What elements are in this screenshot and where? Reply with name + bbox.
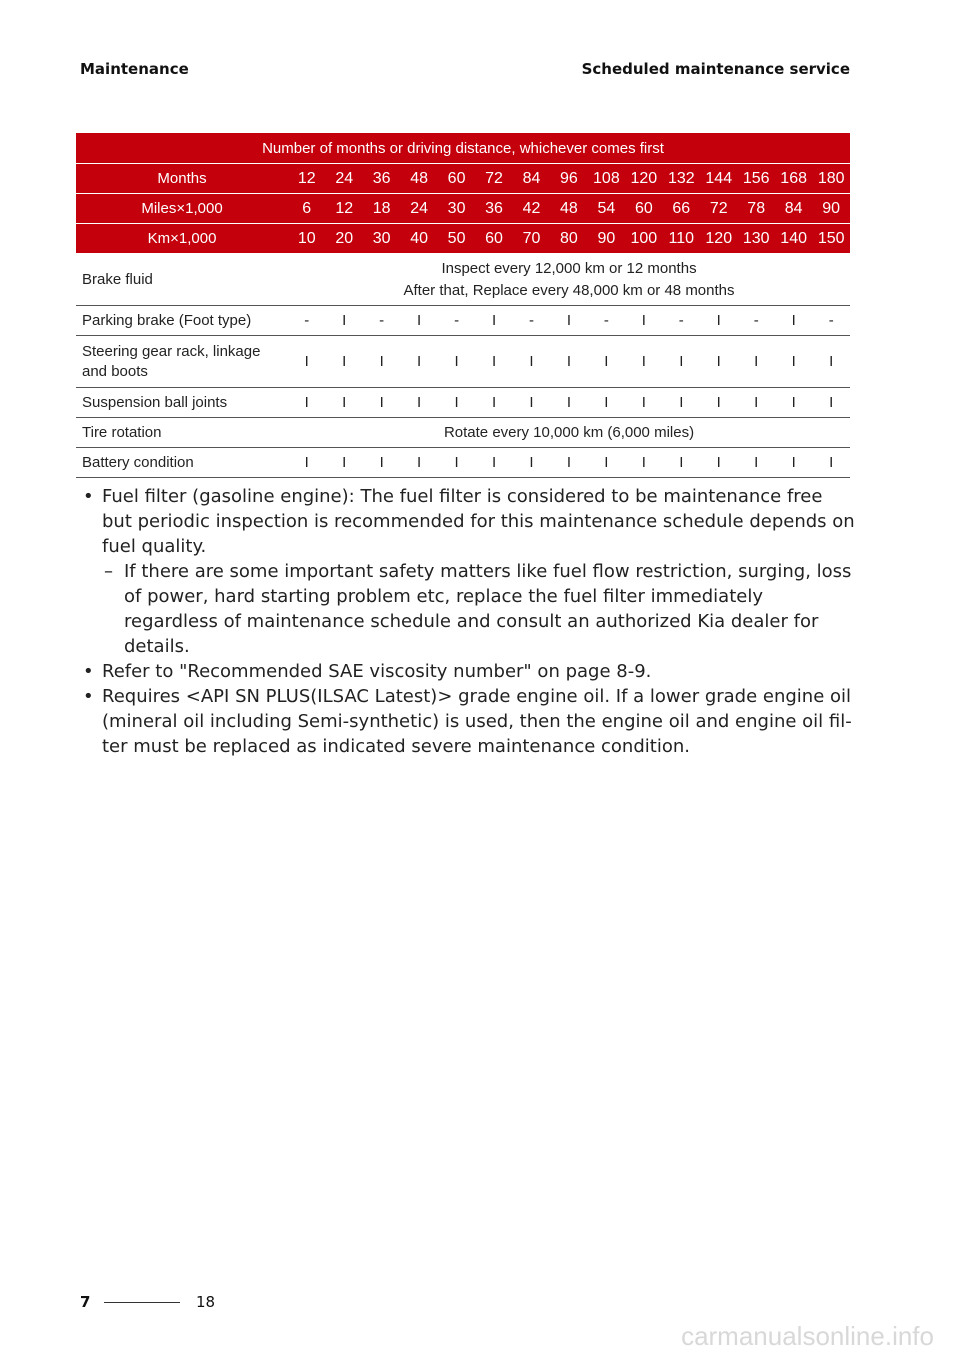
- interval-value: 60: [475, 224, 512, 254]
- interval-value: 70: [513, 224, 550, 254]
- interval-row: [76, 164, 850, 194]
- interval-value: 84: [775, 194, 812, 224]
- item-value: I: [625, 306, 662, 336]
- item-value: I: [737, 336, 774, 388]
- interval-value: 156: [737, 164, 774, 194]
- dash-mark: –: [104, 561, 113, 582]
- interval-value: 150: [812, 224, 850, 254]
- bullet-mark: •: [83, 686, 94, 707]
- item-value: I: [737, 388, 774, 418]
- item-value: I: [325, 448, 362, 478]
- interval-value: 144: [700, 164, 737, 194]
- item-value: -: [812, 306, 850, 336]
- item-value: -: [513, 306, 550, 336]
- section-title: Maintenance: [80, 60, 189, 78]
- item-value: I: [325, 388, 362, 418]
- interval-value: 100: [625, 224, 662, 254]
- table-row: [76, 254, 850, 306]
- item-value: I: [663, 448, 700, 478]
- interval-value: 50: [438, 224, 475, 254]
- list-item: [80, 559, 855, 659]
- interval-value: 90: [812, 194, 850, 224]
- interval-value: 130: [737, 224, 774, 254]
- interval-value: 80: [550, 224, 587, 254]
- item-value: I: [550, 448, 587, 478]
- item-value: I: [475, 388, 512, 418]
- item-value: I: [625, 388, 662, 418]
- interval-value: 132: [663, 164, 700, 194]
- item-value: I: [400, 306, 437, 336]
- item-span: [288, 254, 850, 306]
- item-value: I: [663, 388, 700, 418]
- interval-value: 168: [775, 164, 812, 194]
- item-value: I: [812, 388, 850, 418]
- item-value: -: [438, 306, 475, 336]
- fuel-filter-subnote: If there are some important safety matters like fuel flow restriction, surging, loss of power, hard starting problem etc, replace the fuel filter immediately regardless of maintenance schedule and consult an authorized Kia dealer for details.: [124, 561, 852, 657]
- item-value: I: [475, 336, 512, 388]
- item-name: Parking brake (Foot type): [76, 306, 288, 336]
- interval-value: 36: [475, 194, 512, 224]
- interval-value: 90: [588, 224, 625, 254]
- interval-value: 72: [475, 164, 512, 194]
- item-value: I: [588, 388, 625, 418]
- table-row: [76, 336, 850, 388]
- interval-value: 30: [438, 194, 475, 224]
- item-value: -: [363, 306, 400, 336]
- item-name: Brake fluid: [76, 254, 288, 306]
- interval-value: 108: [588, 164, 625, 194]
- table-caption-row: [76, 133, 850, 164]
- page-number: 18: [196, 1293, 216, 1311]
- interval-value: 30: [363, 224, 400, 254]
- item-value: I: [325, 336, 362, 388]
- item-value: I: [438, 388, 475, 418]
- item-value: I: [550, 388, 587, 418]
- table-caption: Number of months or driving distance, whichever comes first: [76, 133, 850, 164]
- interval-value: 110: [663, 224, 700, 254]
- item-value: I: [625, 448, 662, 478]
- item-value: I: [550, 336, 587, 388]
- item-name: Battery condition: [76, 448, 288, 478]
- item-value: I: [475, 448, 512, 478]
- bullet-mark: •: [83, 661, 94, 682]
- page-subtitle: Scheduled maintenance service: [581, 60, 850, 78]
- item-value: I: [513, 448, 550, 478]
- item-value: I: [438, 448, 475, 478]
- item-name: Tire rotation: [76, 418, 288, 448]
- interval-value: 12: [325, 194, 362, 224]
- interval-value: 60: [625, 194, 662, 224]
- item-value: I: [288, 448, 325, 478]
- interval-value: 140: [775, 224, 812, 254]
- chapter-number: 7: [80, 1293, 91, 1311]
- interval-value: 180: [812, 164, 850, 194]
- interval-label: Miles×1,000: [76, 194, 288, 224]
- item-value: I: [288, 388, 325, 418]
- interval-value: 42: [513, 194, 550, 224]
- item-value: -: [288, 306, 325, 336]
- interval-value: 20: [325, 224, 362, 254]
- table-row: [76, 388, 850, 418]
- table-row: [76, 418, 850, 448]
- item-value: I: [400, 448, 437, 478]
- item-span: Rotate every 10,000 km (6,000 miles): [288, 418, 850, 448]
- item-value: I: [513, 336, 550, 388]
- item-value: -: [663, 306, 700, 336]
- item-value: I: [588, 336, 625, 388]
- item-value: I: [288, 336, 325, 388]
- notes-section: [80, 484, 855, 759]
- item-value: I: [775, 388, 812, 418]
- interval-value: 48: [400, 164, 437, 194]
- item-value: I: [438, 336, 475, 388]
- item-value: I: [775, 336, 812, 388]
- interval-value: 120: [700, 224, 737, 254]
- list-item: [80, 684, 855, 759]
- item-value: I: [663, 336, 700, 388]
- item-value: I: [363, 448, 400, 478]
- watermark: carmanualsonline.info: [681, 1321, 934, 1351]
- interval-value: 78: [737, 194, 774, 224]
- brake-fluid-line-2: After that, Replace every 48,000 km or 48 months: [403, 281, 735, 299]
- item-value: I: [775, 448, 812, 478]
- item-value: -: [588, 306, 625, 336]
- item-value: I: [700, 306, 737, 336]
- item-value: I: [700, 448, 737, 478]
- interval-value: 36: [363, 164, 400, 194]
- table-row: [76, 448, 850, 478]
- item-name: Suspension ball joints: [76, 388, 288, 418]
- interval-value: 40: [400, 224, 437, 254]
- item-value: I: [513, 388, 550, 418]
- item-name-line: and boots: [82, 362, 148, 380]
- interval-value: 72: [700, 194, 737, 224]
- item-value: I: [363, 388, 400, 418]
- list-item: [80, 484, 855, 559]
- item-value: I: [737, 448, 774, 478]
- item-value: I: [475, 306, 512, 336]
- interval-value: 10: [288, 224, 325, 254]
- interval-label: Km×1,000: [76, 224, 288, 254]
- item-value: I: [325, 306, 362, 336]
- item-name: [76, 336, 288, 388]
- interval-value: 12: [288, 164, 325, 194]
- footer-divider: [104, 1302, 180, 1303]
- interval-value: 48: [550, 194, 587, 224]
- fuel-filter-note: Fuel filter (gasoline engine): The fuel filter is considered to be maintenance free but periodic inspection is recommended for this maintenance schedule depends on fuel quality.: [102, 486, 855, 557]
- interval-value: 84: [513, 164, 550, 194]
- item-value: I: [775, 306, 812, 336]
- interval-value: 96: [550, 164, 587, 194]
- interval-value: 54: [588, 194, 625, 224]
- item-value: I: [700, 388, 737, 418]
- item-value: I: [588, 448, 625, 478]
- interval-value: 18: [363, 194, 400, 224]
- interval-value: 24: [400, 194, 437, 224]
- maintenance-schedule-table: [76, 133, 850, 478]
- interval-value: 6: [288, 194, 325, 224]
- item-value: I: [400, 336, 437, 388]
- table-row: [76, 306, 850, 336]
- item-name-line: Steering gear rack, linkage: [82, 342, 261, 360]
- item-value: I: [363, 336, 400, 388]
- item-value: I: [700, 336, 737, 388]
- interval-label: Months: [76, 164, 288, 194]
- interval-value: 66: [663, 194, 700, 224]
- interval-value: 60: [438, 164, 475, 194]
- bullet-mark: •: [83, 486, 94, 507]
- interval-value: 120: [625, 164, 662, 194]
- item-value: I: [812, 336, 850, 388]
- interval-value: 24: [325, 164, 362, 194]
- item-value: I: [812, 448, 850, 478]
- sae-note: Refer to "Recommended SAE viscosity number" on page 8-9.: [102, 661, 652, 682]
- list-item: [80, 659, 855, 684]
- item-value: I: [550, 306, 587, 336]
- oil-grade-note: Requires <API SN PLUS(ILSAC Latest)> grade engine oil. If a lower grade engine oil (mineral oil including Semi-synthetic) is used, then the engine oil and engine oil fil-ter must be replaced as indicated severe maintenance condition.: [102, 686, 852, 757]
- brake-fluid-line-1: Inspect every 12,000 km or 12 months: [441, 259, 697, 277]
- interval-row: [76, 194, 850, 224]
- interval-row: [76, 224, 850, 254]
- item-value: -: [737, 306, 774, 336]
- item-value: I: [625, 336, 662, 388]
- item-value: I: [400, 388, 437, 418]
